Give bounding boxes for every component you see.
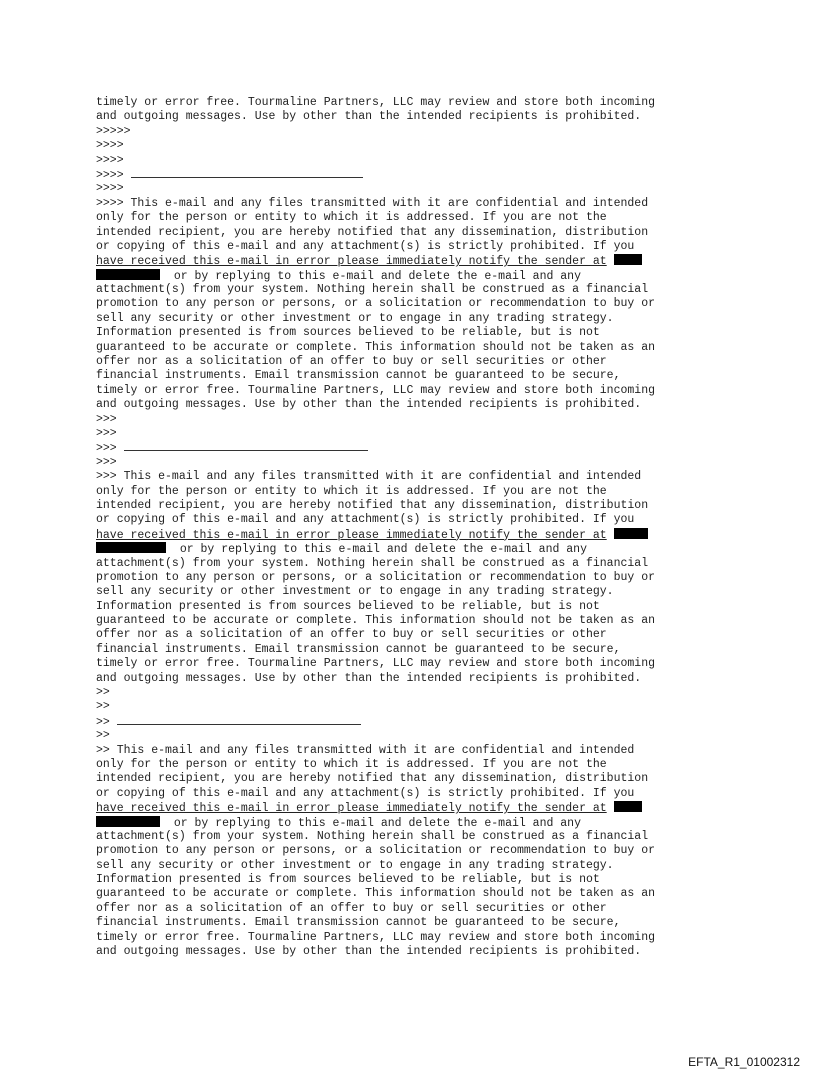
redaction-box	[614, 254, 642, 265]
disclaimer-reply-line	[96, 542, 736, 556]
disclaimer-line: sell any security or other investment or to engage in any trading strategy.	[96, 311, 614, 325]
quote-marker: >>>	[96, 455, 117, 469]
quote-marker: >>>	[96, 412, 117, 426]
email-body	[96, 96, 736, 959]
quote-marker: >>>>	[96, 153, 124, 167]
quote-marker: >>	[96, 686, 110, 700]
disclaimer-line: attachment(s) from your system. Nothing herein shall be construed as a financial	[96, 829, 649, 843]
disclaimer-line: and outgoing messages. Use by other than the intended recipients is prohibited.	[96, 671, 642, 685]
quote-marker: >>>>>	[96, 124, 131, 138]
disclaimer-line: This e-mail and any files transmitted with it are confidential and intended	[123, 470, 642, 484]
disclaimer-line: or copying of this e-mail and any attachment(s) is strictly prohibited. If you	[96, 239, 635, 253]
disclaimer-line: timely or error free. Tourmaline Partners, LLC may review and store both incoming	[96, 96, 655, 109]
document-id: EFTA_R1_01002312	[688, 1055, 800, 1069]
quote-marker: >>>	[96, 426, 117, 440]
disclaimer-line: intended recipient, you are hereby notified that any dissemination, distribution	[96, 772, 649, 786]
disclaimer-line: have received this e-mail in error please immediately notify the sender at	[96, 255, 607, 269]
disclaimer-line: Information presented is from sources believed to be reliable, but is not	[96, 599, 600, 613]
quote-marker: >>	[96, 715, 110, 729]
redaction-box	[96, 816, 160, 827]
horizontal-rule	[124, 441, 368, 451]
disclaimer-reply-line	[96, 269, 736, 283]
disclaimer-line: have received this e-mail in error please immediately notify the sender at	[96, 528, 607, 542]
disclaimer-line: or copying of this e-mail and any attachment(s) is strictly prohibited. If you	[96, 786, 635, 800]
disclaimer-line: Information presented is from sources believed to be reliable, but is not	[96, 326, 600, 340]
disclaimer-line: or copying of this e-mail and any attachment(s) is strictly prohibited. If you	[96, 513, 635, 527]
disclaimer-line: have received this e-mail in error please immediately notify the sender at	[96, 802, 607, 816]
disclaimer-line: sell any security or other investment or to engage in any trading strategy.	[96, 585, 614, 599]
disclaimer-line: only for the person or entity to which it is addressed. If you are not the	[96, 211, 607, 225]
disclaimer-line: offer nor as a solicitation of an offer to buy or sell securities or other	[96, 355, 607, 369]
disclaimer-line: intended recipient, you are hereby notified that any dissemination, distribution	[96, 225, 649, 239]
disclaimer-line: only for the person or entity to which it is addressed. If you are not the	[96, 757, 607, 771]
disclaimer-line: and outgoing messages. Use by other than the intended recipients is prohibited.	[96, 398, 642, 412]
disclaimer-sender-line	[96, 528, 736, 542]
quote-marker: >>>>	[96, 168, 124, 182]
separator-line	[96, 441, 736, 455]
redaction-box	[614, 528, 648, 539]
disclaimer-line: attachment(s) from your system. Nothing herein shall be construed as a financial	[96, 283, 649, 297]
disclaimer-line: intended recipient, you are hereby notified that any dissemination, distribution	[96, 498, 649, 512]
disclaimer-line: This e-mail and any files transmitted with it are confidential and intended	[130, 196, 649, 210]
disclaimer-line: or by replying to this e-mail and delete the e-mail and any	[173, 269, 581, 283]
disclaimer-line: guaranteed to be accurate or complete. This information should not be taken as an	[96, 614, 655, 628]
redaction-box	[614, 801, 642, 812]
disclaimer-line: and outgoing messages. Use by other than the intended recipients is prohibited.	[96, 945, 642, 959]
quote-marker: >>>	[96, 442, 117, 456]
disclaimer-line: Information presented is from sources believed to be reliable, but is not	[96, 873, 600, 887]
disclaimer-line: offer nor as a solicitation of an offer to buy or sell securities or other	[96, 901, 607, 915]
disclaimer-line: attachment(s) from your system. Nothing herein shall be construed as a financial	[96, 556, 649, 570]
quote-marker: >>>>	[96, 196, 124, 210]
disclaimer-line: financial instruments. Email transmission cannot be guaranteed to be secure,	[96, 916, 621, 930]
disclaimer-line: promotion to any person or persons, or a solicitation or recommendation to buy or	[96, 297, 655, 311]
disclaimer-first-line	[96, 197, 736, 211]
disclaimer-line: financial instruments. Email transmission cannot be guaranteed to be secure,	[96, 369, 621, 383]
redaction-box	[96, 542, 166, 553]
redaction-box	[96, 269, 160, 280]
disclaimer-line: or by replying to this e-mail and delete the e-mail and any	[179, 543, 587, 557]
disclaimer-line: and outgoing messages. Use by other than the intended recipients is prohibited.	[96, 110, 642, 124]
disclaimer-line: or by replying to this e-mail and delete the e-mail and any	[173, 816, 581, 830]
disclaimer-first-line	[96, 744, 736, 758]
horizontal-rule	[131, 168, 363, 178]
separator-line	[96, 715, 736, 729]
disclaimer-line: timely or error free. Tourmaline Partners, LLC may review and store both incoming	[96, 657, 655, 671]
separator-line	[96, 168, 736, 182]
disclaimer-line: guaranteed to be accurate or complete. This information should not be taken as an	[96, 887, 655, 901]
disclaimer-line: sell any security or other investment or to engage in any trading strategy.	[96, 858, 614, 872]
horizontal-rule	[117, 715, 361, 725]
quote-marker: >>>>	[96, 182, 124, 196]
disclaimer-line: timely or error free. Tourmaline Partners, LLC may review and store both incoming	[96, 383, 655, 397]
disclaimer-sender-line	[96, 254, 736, 268]
disclaimer-line: promotion to any person or persons, or a solicitation or recommendation to buy or	[96, 844, 655, 858]
disclaimer-line: financial instruments. Email transmission cannot be guaranteed to be secure,	[96, 642, 621, 656]
disclaimer-line: offer nor as a solicitation of an offer to buy or sell securities or other	[96, 628, 607, 642]
quote-marker: >>	[96, 743, 110, 757]
disclaimer-first-line	[96, 470, 736, 484]
quote-marker: >>>>	[96, 139, 124, 153]
quote-marker: >>>	[96, 470, 117, 484]
quote-marker: >>	[96, 729, 110, 743]
disclaimer-line: timely or error free. Tourmaline Partners, LLC may review and store both incoming	[96, 930, 655, 944]
disclaimer-line: This e-mail and any files transmitted with it are confidential and intended	[116, 743, 635, 757]
quote-marker: >>	[96, 700, 110, 714]
disclaimer-reply-line	[96, 816, 736, 830]
disclaimer-line: guaranteed to be accurate or complete. This information should not be taken as an	[96, 340, 655, 354]
disclaimer-line: only for the person or entity to which it is addressed. If you are not the	[96, 484, 607, 498]
disclaimer-sender-line	[96, 801, 736, 815]
disclaimer-line: promotion to any person or persons, or a solicitation or recommendation to buy or	[96, 570, 655, 584]
